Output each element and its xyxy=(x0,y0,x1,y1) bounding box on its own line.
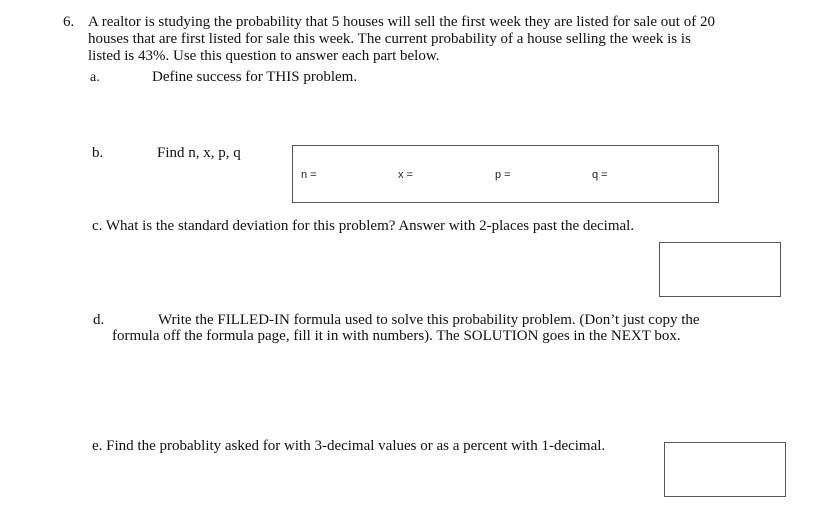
question-text-line-3: listed is 43%. Use this question to answer each part below. xyxy=(88,48,440,64)
question-text-line-1: A realtor is studying the probability that 5 houses will sell the first week they are listed for sale out of 20 xyxy=(88,14,715,30)
part-a-label: a. xyxy=(90,70,100,85)
n-field-label: n = xyxy=(301,169,317,181)
part-d-text-line-1: Write the FILLED-IN formula used to solve this probability problem. (Don’t just copy the xyxy=(158,312,700,328)
part-c-answer-box[interactable] xyxy=(659,242,781,297)
part-b-label: b. xyxy=(92,145,104,161)
q-field-label: q = xyxy=(592,169,608,181)
question-number: 6. xyxy=(63,14,75,30)
part-c-text: c. What is the standard deviation for this problem? Answer with 2-places past the decimal. xyxy=(92,218,635,234)
part-d-label: d. xyxy=(93,312,105,328)
x-field-label: x = xyxy=(398,169,413,181)
question-text-line-2: houses that are first listed for sale this week. The current probability of a house selling the week is is xyxy=(88,31,691,47)
part-b-text: Find n, x, p, q xyxy=(157,145,241,161)
p-field-label: p = xyxy=(495,169,511,181)
part-e-answer-box[interactable] xyxy=(664,442,786,497)
part-e-text: e. Find the probablity asked for with 3-decimal values or as a percent with 1-decimal. xyxy=(92,438,606,454)
part-d-text-line-2: formula off the formula page, fill it in with numbers). The SOLUTION goes in the NEXT box. xyxy=(112,328,681,344)
part-b-answer-box[interactable] xyxy=(292,145,719,203)
part-a-text: Define success for THIS problem. xyxy=(152,69,358,85)
